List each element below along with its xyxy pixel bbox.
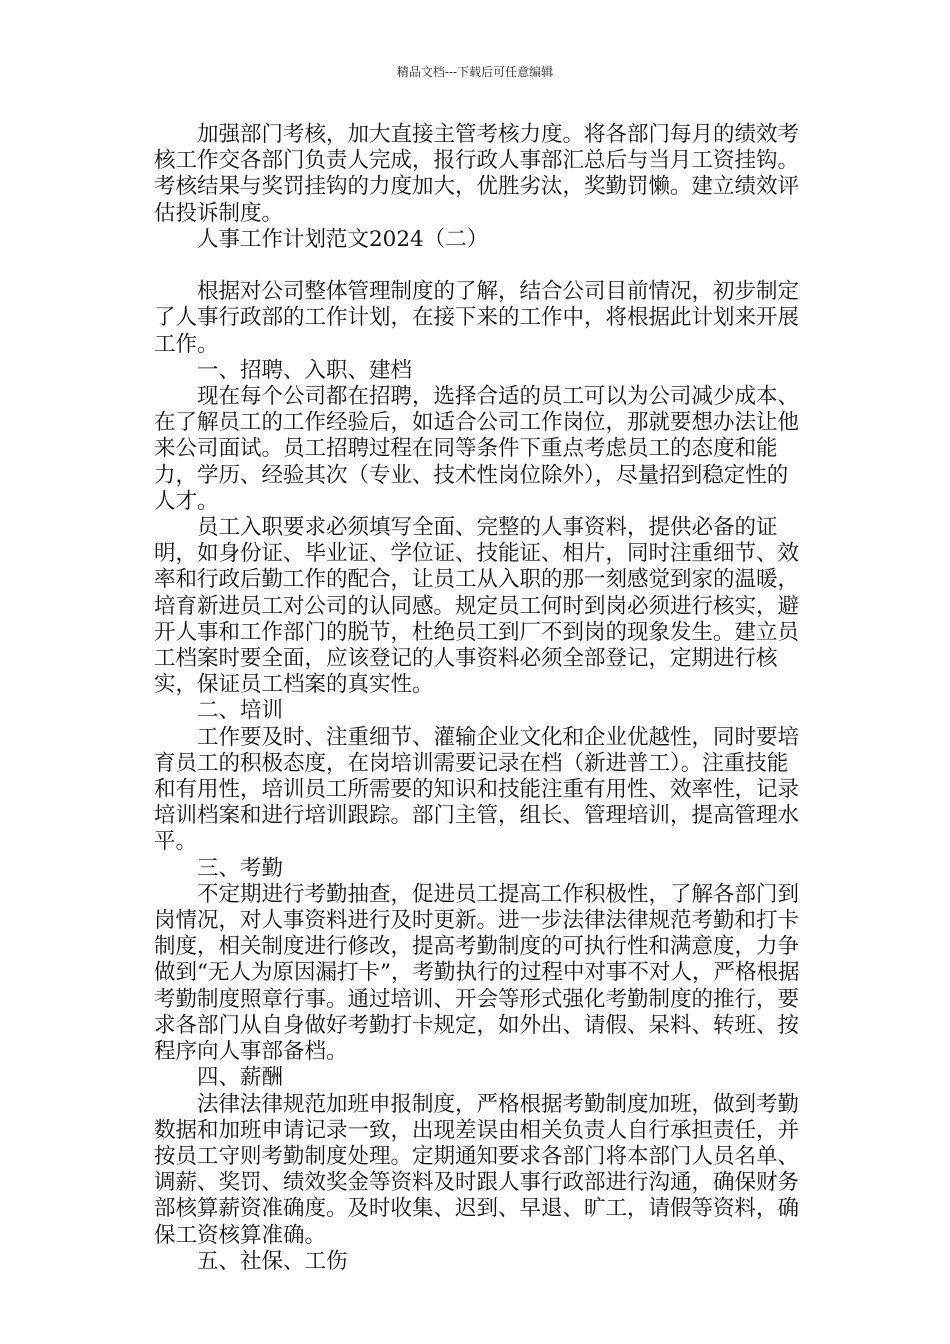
document-body [154,122,808,1275]
section-heading-social-insurance: 五、社保、工伤 [197,1248,348,1274]
section-heading-salary: 四、薪酬 [197,1065,284,1091]
paragraph-intro: 根据对公司整体管理制度的了解，结合公司目前情况，初步制定了人事行政部的工作计划，在接下来的工作中，将根据此计划来开展工作。 [154,279,800,357]
document-title: 人事工作计划范文2024（二） [197,226,489,252]
paragraph-attendance: 不定期进行考勤抽查，促进员工提高工作积极性，了解各部门到岗情况，对人事资料进行及时更新。进一步法律法律规范考勤和打卡制度，相关制度进行修改，提高考勤制度的可执行性和满意度，力争做到“无人为原因漏打卡”，考勤执行的过程中对事不对人，严格根据考勤制度照章行事。通过培训、开会等形式强化考勤制度的推行，要求各部门从自身做好考勤打卡规定，如外出、请假、呆料、转班、按程序向人事部备档。 [154,881,800,1065]
paragraph-recruitment: 现在每个公司都在招聘，选择合适的员工可以为公司减少成本、在了解员工的工作经验后，如适合公司工作岗位，那就要想办法让他来公司面试。员工招聘过程在同等条件下重点考虑员工的态度和能力，学历、经验其次（专业、技术性岗位除外），尽量招到稳定性的人才。 [154,384,800,514]
section-heading-recruitment: 一、招聘、入职、建档 [197,357,413,383]
blank-line [154,253,808,279]
paragraph-training: 工作要及时、注重细节、灌输企业文化和企业优越性，同时要培育员工的积极态度，在岗培训需要记录在档（新进普工）。注重技能和有用性，培训员工所需要的知识和技能注重有用性、效率性，记录培训档案和进行培训跟踪。部门主管，组长、管理培训，提高管理水平。 [154,724,800,855]
section-heading-attendance: 三、考勤 [197,855,284,881]
paragraph-salary: 法律法律规范加班申报制度，严格根据考勤制度加班，做到考勤数据和加班申请记录一致，出现差误由相关负责人自行承担责任，并按员工守则考勤制度处理。定期通知要求各部门将本部门人员名单、调薪、奖罚、绩效奖金等资料及时跟人事行政部进行沟通，确保财务部核算薪资准确度。及时收集、迟到、早退、旷工，请假等资料，确保工资核算准确。 [154,1091,800,1248]
paragraph-performance-review: 加强部门考核，加大直接主管考核力度。将各部门每月的绩效考核工作交各部门负责人完成，报行政人事部汇总后与当月工资挂钩。考核结果与奖罚挂钩的力度加大，优胜劣汰，奖勤罚懒。建立绩效评估投诉制度。 [154,122,800,226]
section-heading-training: 二、培训 [197,698,284,724]
paragraph-onboarding: 员工入职要求必须填写全面、完整的人事资料，提供必备的证明，如身份证、毕业证、学位证、技能证、相片，同时注重细节、效率和行政后勤工作的配合，让员工从入职的那一刻感觉到家的温暖，培育新进员工对公司的认同感。规定员工何时到岗必须进行核实，避开人事和工作部门的脱节，杜绝员工到厂不到岗的现象发生。建立员工档案时要全面，应该登记的人事资料必须全部登记，定期进行核实，保证员工档案的真实性。 [154,515,800,698]
page-header: 精品文档---下载后可任意编辑 [396,65,554,79]
